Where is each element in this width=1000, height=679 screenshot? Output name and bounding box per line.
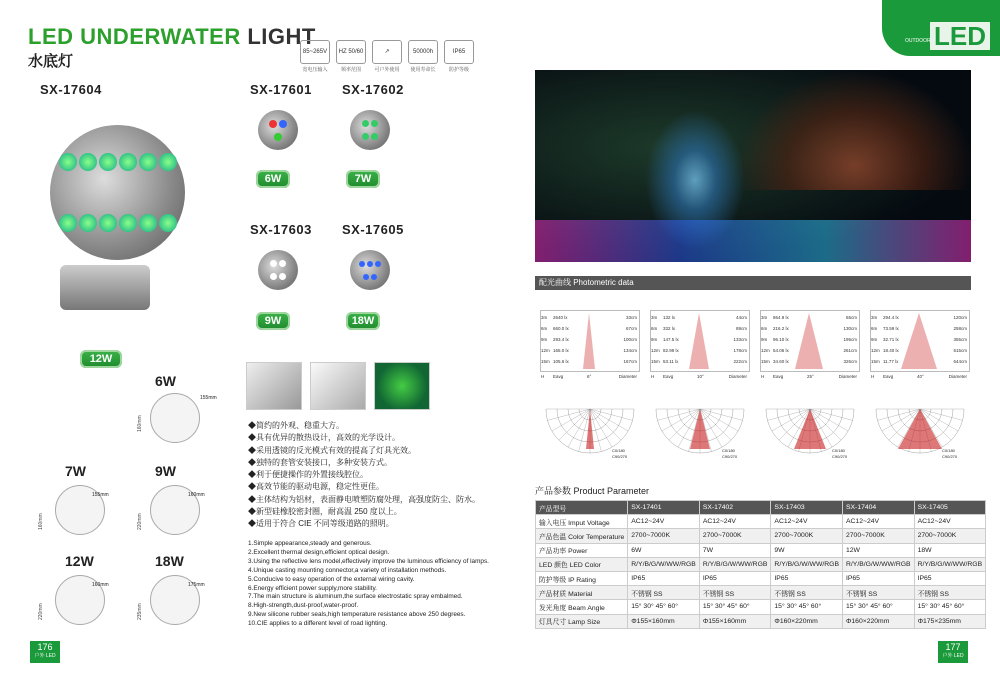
legend-label: C0/180 bbox=[832, 448, 845, 453]
diameter-label: 326cm bbox=[843, 359, 857, 364]
distance-label: 15m bbox=[761, 359, 770, 364]
axis-label: Diameter bbox=[728, 374, 747, 379]
section-header: 配光曲线 Photometric data bbox=[535, 276, 971, 290]
dimension-label: 160mm bbox=[137, 415, 143, 432]
diameter-label: 44cm bbox=[735, 315, 747, 320]
axis-label: Eavg bbox=[553, 374, 564, 379]
wattage-badge: 12W bbox=[80, 350, 122, 368]
beam-cone bbox=[689, 313, 709, 369]
lifetime-icon: 50000h 使用寿命长 bbox=[408, 40, 438, 73]
polar-diagram bbox=[540, 405, 640, 457]
table-row: 灯具尺寸 Lamp Size Φ155×160mm Φ155×160mm Φ160×220mm Φ160×220mm Φ175×235mm bbox=[536, 614, 986, 628]
dimension-label: 220mm bbox=[38, 603, 44, 620]
legend-label: C90/270 bbox=[832, 454, 848, 459]
diameter-label: 258cm bbox=[953, 326, 967, 331]
table-row: 产品功率 Power 6W 7W 9W 12W 18W bbox=[536, 543, 986, 557]
dimension-label: 235mm bbox=[137, 603, 143, 620]
distance-label: 3m bbox=[871, 315, 878, 320]
logo-text: LED bbox=[930, 22, 990, 50]
features-cn: ◆简约的外观、稳重大方。 ◆具有优异的散热设计，高效的光学设计。 ◆采用透镜的反光模式有效的提高了灯具光效。 ◆独特的套管安装接口，多种安装方式。 ◆利于便捷操作的外置接线腔位。 ◆高效节能的驱动电源，稳定性更佳。 ◆主体结构为铝材，表面静电喷塑防腐处理，高强度防尘、防水。 ◆新型硅橡胶密封圈，耐高温 250 度以上。 ◆适用于符合 CIE 不同等级道路的照明。 bbox=[248, 421, 480, 529]
features-en: 1.Simple appearance,steady and generous. 2.Excellent thermal design,efficient optical design. 3.Using the reflective lens model,effectively improve the luminous efficiency of lamps. 4.Unique casting mounting connector,a variety of installation methods. 5.Conducive to easy operation of the external wiring cavity. 6.Energy efficient power supply,more stability. 7.The main structure is aluminum,the surface electrostatic spray embalmed. 8.High-strength,dust-proof,water-proof. 9.New silicone rubber seals,high temperature resistance above 250 degrees. 10.CIE applies to a different level of road lighting. bbox=[248, 540, 489, 628]
distance-label: 6m bbox=[871, 326, 878, 331]
product-photo-9w bbox=[258, 250, 298, 290]
distance-label: 12m bbox=[761, 348, 770, 353]
wattage-badge: 9W bbox=[256, 312, 290, 330]
diameter-label: 222cm bbox=[733, 359, 747, 364]
distance-label: 3m bbox=[541, 315, 548, 320]
detail-photo bbox=[310, 362, 366, 410]
table-row: 产品色温 Color Temperature 2700~7000K 2700~7000K 2700~7000K 2700~7000K 2700~7000K bbox=[536, 529, 986, 543]
frequency-icon: HZ 50/60 频率范围 bbox=[336, 40, 366, 73]
distance-label: 3m bbox=[651, 315, 658, 320]
legend-label: C0/180 bbox=[722, 448, 735, 453]
spec-icon-row bbox=[300, 40, 474, 73]
model-label: SX-17601 bbox=[250, 82, 312, 97]
dimension-label: 220mm bbox=[137, 513, 143, 530]
table-row: 输入电压 Imput Voltage AC12~24V AC12~24V AC12~24V AC12~24V AC12~24V bbox=[536, 515, 986, 529]
dimension-label: 160mm bbox=[92, 582, 109, 588]
angle-label: 40° bbox=[917, 374, 924, 379]
param-title: 产品参数 Product Parameter bbox=[535, 486, 650, 496]
table-header: 产品型号 bbox=[536, 501, 628, 515]
axis-label: Eavg bbox=[883, 374, 894, 379]
sketch-label: 6W bbox=[155, 373, 176, 389]
lux-label: 53.11 lx bbox=[663, 359, 679, 364]
beam-cone bbox=[901, 313, 937, 369]
legend-label: C90/270 bbox=[942, 454, 958, 459]
distance-label: 6m bbox=[761, 326, 768, 331]
table-header: SX-17405 bbox=[914, 501, 986, 515]
lux-label: 147.5 lx bbox=[663, 337, 679, 342]
distance-label: 9m bbox=[651, 337, 658, 342]
sketch-label: 12W bbox=[65, 553, 94, 569]
axis-label: H bbox=[651, 374, 655, 379]
distance-label: 12m bbox=[871, 348, 880, 353]
axis-label: Diameter bbox=[838, 374, 857, 379]
lux-label: 165.0 lx bbox=[553, 348, 569, 353]
product-photo-18w bbox=[350, 250, 390, 290]
diameter-label: 167cm bbox=[623, 359, 637, 364]
lux-label: 105.6 lx bbox=[553, 359, 569, 364]
diameter-label: 100cm bbox=[623, 337, 637, 342]
model-label: SX-17602 bbox=[342, 82, 404, 97]
diameter-label: 67cm bbox=[625, 326, 637, 331]
table-row: 防护等级 IP Rating IP65 IP65 IP65 IP65 IP65 bbox=[536, 571, 986, 585]
sketch-label: 9W bbox=[155, 463, 176, 479]
diameter-label: 178cm bbox=[733, 348, 747, 353]
diameter-label: 120cm bbox=[953, 315, 967, 320]
lux-label: 332 lx bbox=[663, 326, 676, 331]
axis-label: Diameter bbox=[948, 374, 967, 379]
dimension-label: 155mm bbox=[200, 395, 217, 401]
diameter-label: 355cm bbox=[953, 337, 967, 342]
lux-label: 132 lx bbox=[663, 315, 676, 320]
ip-rating-icon: IP65 防护等级 bbox=[444, 40, 474, 73]
lux-label: 34.60 lx bbox=[773, 359, 789, 364]
axis-label: H bbox=[761, 374, 765, 379]
table-header: SX-17401 bbox=[628, 501, 700, 515]
distance-label: 9m bbox=[871, 337, 878, 342]
lux-label: 18.40 lx bbox=[883, 348, 899, 353]
polar-diagram bbox=[870, 405, 970, 457]
distance-label: 6m bbox=[651, 326, 658, 331]
diameter-label: 261cm bbox=[843, 348, 857, 353]
param-table bbox=[535, 500, 986, 629]
distance-label: 12m bbox=[541, 348, 550, 353]
lux-label: 660.0 lx bbox=[553, 326, 569, 331]
lux-label: 32.71 lx bbox=[883, 337, 899, 342]
detail-photo bbox=[246, 362, 302, 410]
axis-label: H bbox=[541, 374, 545, 379]
distance-label: 6m bbox=[541, 326, 548, 331]
diameter-label: 33cm bbox=[625, 315, 637, 320]
distance-label: 15m bbox=[541, 359, 550, 364]
logo-outdoor: OUTDOOR bbox=[905, 38, 931, 44]
detail-photo bbox=[374, 362, 430, 410]
distance-label: 9m bbox=[541, 337, 548, 342]
lux-label: 216.2 lx bbox=[773, 326, 789, 331]
diameter-label: 134cm bbox=[623, 348, 637, 353]
dimension-sketch bbox=[150, 393, 200, 443]
model-label: SX-17605 bbox=[342, 222, 404, 237]
diameter-label: 644cm bbox=[953, 359, 967, 364]
axis-label: Diameter bbox=[618, 374, 637, 379]
distance-label: 3m bbox=[761, 315, 768, 320]
diameter-label: 515cm bbox=[953, 348, 967, 353]
table-header: SX-17402 bbox=[699, 501, 771, 515]
table-row: 发光角度 Beam Angle 15° 30° 45° 60° 15° 30° 45° 60° 15° 30° 45° 60° 15° 30° 45° 60° 15° 30° 45° 60° bbox=[536, 600, 986, 614]
fountain-photo bbox=[535, 70, 971, 262]
page-number-left: 176 户外 LED bbox=[30, 641, 60, 663]
sketch-label: 18W bbox=[155, 553, 184, 569]
legend-label: C0/180 bbox=[612, 448, 625, 453]
diameter-label: 130cm bbox=[843, 326, 857, 331]
page-title: LED UNDERWATER LIGHT bbox=[28, 24, 316, 49]
page-number-right: 177 户外 LED bbox=[938, 641, 968, 663]
dimension-label: 175mm bbox=[188, 582, 205, 588]
model-label: SX-17603 bbox=[250, 222, 312, 237]
photometric-chart bbox=[650, 310, 750, 379]
wattage-badge: 6W bbox=[256, 170, 290, 188]
lux-label: 294.4 lx bbox=[883, 315, 899, 320]
distance-label: 15m bbox=[871, 359, 880, 364]
lux-label: 2640 lx bbox=[553, 315, 568, 320]
lux-label: 96.10 lx bbox=[773, 337, 789, 342]
angle-label: 10° bbox=[697, 374, 704, 379]
outdoor-icon: ↗ 可户外使用 bbox=[372, 40, 402, 73]
lux-label: 293.4 lx bbox=[553, 337, 569, 342]
dimension-label: 155mm bbox=[92, 492, 109, 498]
axis-label: Eavg bbox=[773, 374, 784, 379]
polar-diagram bbox=[760, 405, 860, 457]
page-subtitle: 水底灯 bbox=[28, 53, 74, 70]
diameter-label: 65cm bbox=[845, 315, 857, 320]
distance-label: 9m bbox=[761, 337, 768, 342]
wattage-badge: 7W bbox=[346, 170, 380, 188]
lux-label: 864.9 lx bbox=[773, 315, 789, 320]
angle-label: 6° bbox=[587, 374, 592, 379]
diameter-label: 89cm bbox=[735, 326, 747, 331]
lux-label: 82.99 lx bbox=[663, 348, 679, 353]
voltage-icon: 85~265V 宽电压输入 bbox=[300, 40, 330, 73]
lux-label: 73.59 lx bbox=[883, 326, 899, 331]
legend-label: C0/180 bbox=[942, 448, 955, 453]
beam-cone bbox=[795, 313, 823, 369]
dimension-label: 160mm bbox=[38, 513, 44, 530]
table-row: LED 颜色 LED Color R/Y/B/G/W/WW/RGB R/Y/B/G/W/WW/RGB R/Y/B/G/W/WW/RGB R/Y/B/G/W/WW/RGB R/Y/B/G/W/WW/RGB bbox=[536, 557, 986, 571]
table-header: SX-17404 bbox=[842, 501, 914, 515]
lux-label: 54.06 lx bbox=[773, 348, 789, 353]
photometric-chart bbox=[760, 310, 860, 379]
lux-label: 11.77 lx bbox=[883, 359, 899, 364]
product-photo-12w bbox=[40, 115, 190, 325]
model-label: SX-17604 bbox=[40, 82, 102, 97]
table-row: 产品材质 Material 不锈钢 SS 不锈钢 SS 不锈钢 SS 不锈钢 SS 不锈钢 SS bbox=[536, 586, 986, 600]
angle-label: 25° bbox=[807, 374, 814, 379]
axis-label: Eavg bbox=[663, 374, 674, 379]
distance-label: 12m bbox=[651, 348, 660, 353]
wattage-badge: 18W bbox=[346, 312, 380, 330]
product-photo-6w bbox=[258, 110, 298, 150]
table-header: SX-17403 bbox=[771, 501, 843, 515]
diameter-label: 195cm bbox=[843, 337, 857, 342]
photometric-chart bbox=[870, 310, 970, 379]
sketch-label: 7W bbox=[65, 463, 86, 479]
dimension-label: 160mm bbox=[188, 492, 205, 498]
axis-label: H bbox=[871, 374, 875, 379]
product-photo-7w bbox=[350, 110, 390, 150]
legend-label: C90/270 bbox=[722, 454, 738, 459]
beam-cone bbox=[583, 313, 595, 369]
legend-label: C90/270 bbox=[612, 454, 628, 459]
diameter-label: 133cm bbox=[733, 337, 747, 342]
polar-diagram bbox=[650, 405, 750, 457]
photometric-chart bbox=[540, 310, 640, 379]
distance-label: 15m bbox=[651, 359, 660, 364]
